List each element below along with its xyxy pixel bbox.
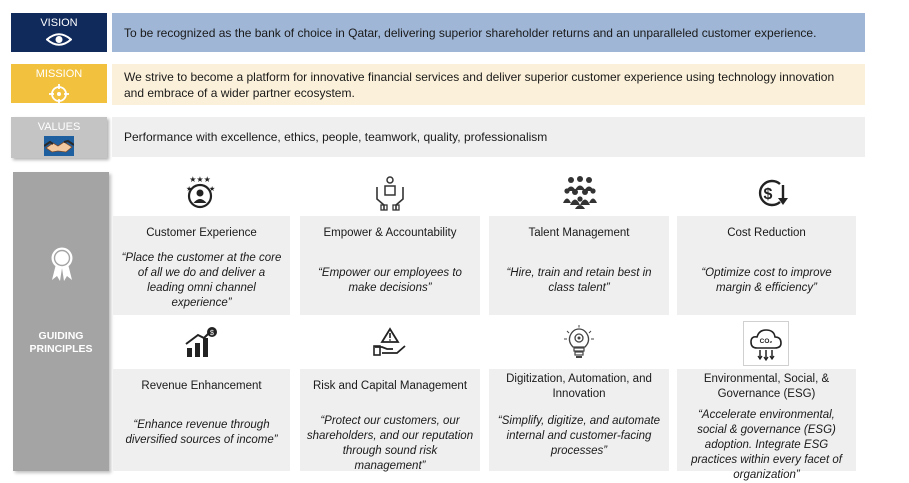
team-icon	[561, 173, 599, 211]
principle-title: Empower & Accountability	[323, 227, 457, 239]
mission-label: MISSION	[35, 68, 83, 80]
svg-text:★: ★	[186, 186, 193, 193]
principle-quote: “Accelerate environmental, social & governance (ESG) adoption. Integrate ESG practices within every facet of organization”	[691, 409, 842, 481]
principle-card-cost-reduction	[677, 216, 856, 315]
vision-statement-box	[112, 13, 865, 52]
values-label-box	[11, 117, 107, 158]
svg-text:$: $	[763, 186, 773, 203]
mission-statement: We strive to become a platform for innovative financial services and deliver superior customer experience using technology innovation and embrace of a wider partner ecosystem.	[124, 69, 835, 100]
innovation-bulb-icon	[562, 324, 596, 360]
principle-quote: “Protect our customers, our shareholders, and our reputation through sound risk management”	[306, 415, 474, 472]
mission-label-box	[11, 64, 107, 103]
principle-title: Cost Reduction	[727, 227, 806, 239]
principle-card-customer-experience	[113, 216, 290, 315]
principle-quote: “Enhance revenue through diversified sources of income”	[125, 419, 278, 446]
principle-title: Talent Management	[528, 227, 630, 239]
principle-quote: “Optimize cost to improve margin & efficiency”	[701, 267, 832, 294]
vision-label: VISION	[40, 17, 78, 29]
co2-cloud-icon	[743, 321, 789, 366]
guiding-principles-label	[13, 330, 109, 356]
values-statement-box	[112, 117, 865, 157]
principle-title: Customer Experience	[146, 227, 257, 239]
values-label: VALUES	[37, 121, 81, 133]
principle-quote: “Simplify, digitize, and automate internal and customer-facing processes”	[497, 415, 661, 457]
svg-text:$: $	[210, 330, 214, 337]
svg-text:CO₂: CO₂	[759, 337, 773, 345]
principle-card-empower-accountability	[300, 216, 480, 315]
principle-card-revenue-enhancement	[113, 369, 290, 471]
revenue-growth-icon	[183, 325, 219, 359]
empowerment-icon	[370, 173, 410, 213]
target-icon	[48, 83, 70, 108]
principle-quote: “Hire, train and retain best in class talent”	[506, 267, 652, 294]
handshake-icon	[44, 136, 74, 159]
principle-title: Revenue Enhancement	[141, 380, 262, 392]
guiding-principles-line1: GUIDING	[38, 330, 84, 342]
eye-icon	[46, 32, 72, 50]
principle-quote: “Empower our employees to make decisions”	[318, 267, 462, 294]
principle-title: Digitization, Automation, and Innovation	[506, 373, 652, 400]
svg-text:★: ★	[209, 186, 216, 193]
vision-statement: To be recognized as the bank of choice in Qatar, delivering superior shareholder returns and an unparalleled customer experience.	[124, 25, 817, 40]
principle-quote: “Place the customer at the core of all we do and deliver a leading omni channel experience”	[121, 252, 282, 309]
award-ribbon-icon	[49, 246, 75, 282]
risk-hand-icon	[372, 326, 408, 358]
vision-label-box	[11, 13, 107, 52]
values-statement: Performance with excellence, ethics, people, teamwork, quality, professionalism	[124, 130, 548, 144]
principle-card-esg	[677, 369, 856, 481]
guiding-principles-line2: PRINCIPLES	[29, 343, 93, 355]
principle-card-talent-management	[489, 216, 669, 315]
guiding-principles-sidebar	[13, 172, 109, 471]
svg-text:★★★: ★★★	[189, 175, 211, 184]
principle-title: Environmental, Social, & Governance (ESG)	[703, 373, 830, 400]
principle-card-digitization	[489, 369, 669, 471]
customer-rating-icon	[180, 173, 220, 213]
principle-title: Risk and Capital Management	[312, 380, 468, 392]
principle-card-risk-capital-management	[300, 369, 480, 471]
mission-statement-box	[112, 64, 865, 105]
cost-reduction-icon	[750, 173, 790, 213]
